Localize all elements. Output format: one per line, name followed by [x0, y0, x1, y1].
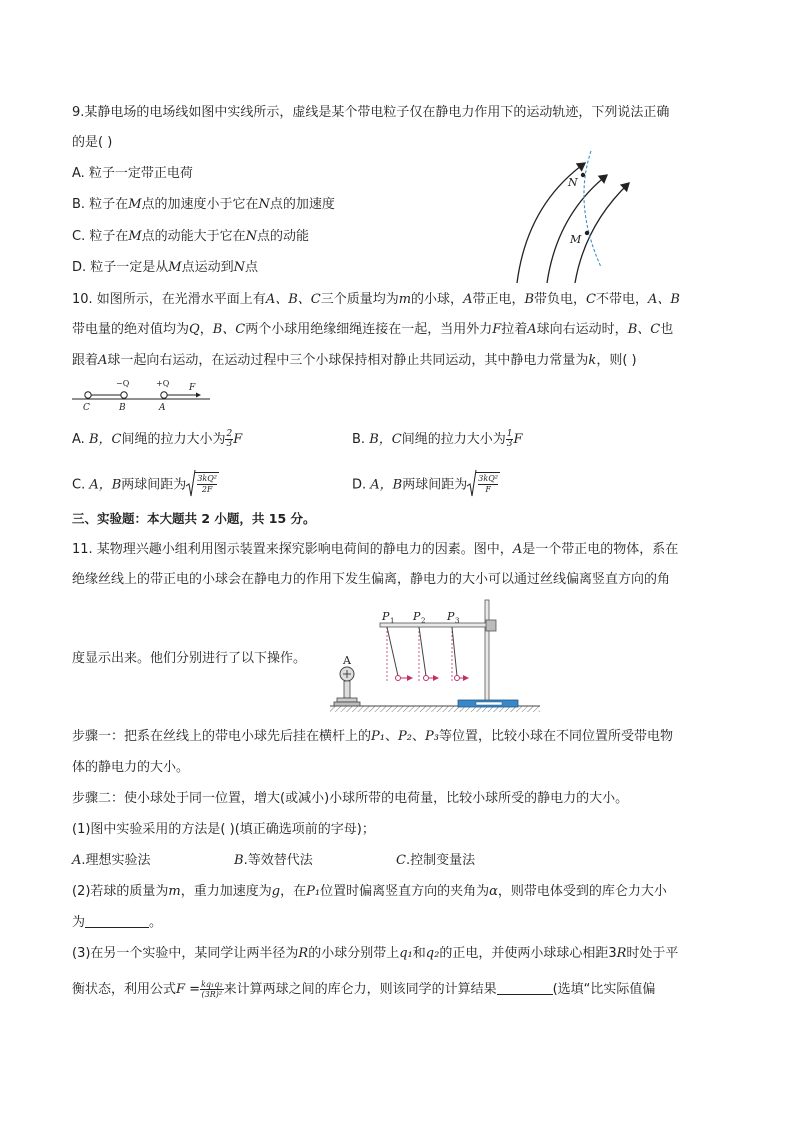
var: q₂	[425, 946, 440, 961]
var: B、C	[212, 322, 246, 337]
answer-blank[interactable]	[85, 915, 149, 928]
label-p1-sub: 1	[390, 617, 395, 625]
denominator: F	[485, 485, 491, 494]
text: 也	[660, 322, 674, 337]
var: C	[396, 853, 406, 868]
q9-option-d	[72, 259, 258, 277]
text: 时处于平	[626, 946, 679, 961]
denominator: 2F	[201, 485, 213, 494]
q11-sub2	[72, 883, 667, 901]
var: F	[176, 982, 186, 997]
text: 间绳的拉力大小为	[401, 432, 506, 447]
var: A	[527, 322, 537, 337]
var-n: N	[245, 229, 258, 244]
numerator: 3kQ²	[197, 474, 218, 483]
label-m: M	[570, 233, 582, 246]
text: 点	[244, 260, 258, 275]
q11-line3: 度显示出来。他们分别进行了以下操作。	[72, 651, 307, 666]
answer-blank[interactable]	[497, 982, 553, 995]
text: (3)在另一个实验中，某同学让两半径为	[72, 946, 299, 961]
q11-step1	[72, 728, 673, 746]
var: A	[463, 292, 473, 307]
numerator: 3kQ²	[478, 474, 498, 483]
denominator: 3	[226, 439, 233, 449]
denominator: 3	[506, 439, 513, 449]
text: 。	[149, 915, 163, 930]
label-b: B	[119, 403, 126, 413]
text: 等位置，比较小球在不同位置所受带电物	[438, 729, 673, 744]
var: A，B	[89, 477, 122, 493]
text: .理想实验法	[81, 853, 151, 868]
label-c: C	[83, 403, 90, 413]
q10-line3	[72, 352, 637, 370]
var: A	[72, 853, 82, 868]
var: Q	[189, 322, 200, 337]
text: 、	[384, 729, 398, 744]
label-neg-q: −Q	[116, 379, 130, 388]
label-p3: P	[447, 610, 455, 623]
text: B. 粒子在	[72, 197, 129, 212]
sqrt-expression	[467, 472, 500, 498]
text: C. 粒子在	[72, 229, 129, 244]
text: A.	[72, 432, 89, 447]
q9-line1: 9.某静电场的电场线如图中实线所示，虚线是某个带电粒子仅在静电力作用下的运动轨迹，下列说法正确	[72, 105, 670, 120]
var: α	[489, 884, 498, 899]
var: m	[398, 292, 412, 307]
var: B	[234, 853, 244, 868]
q9-line2: 的是( )	[72, 135, 113, 150]
text: 两球间距为	[121, 477, 187, 493]
label-p2-sub: 2	[421, 617, 426, 625]
var: P₂	[398, 729, 412, 744]
q11-sub1-option-b	[234, 852, 313, 870]
text: 点的加速度	[269, 197, 335, 212]
label-pos-q: +Q	[156, 379, 170, 388]
text: 拉着	[501, 322, 528, 337]
text: .控制变量法	[405, 853, 476, 868]
text: (2)若球的质量为	[72, 884, 169, 899]
text: 的正电，并使两小球球心相距3	[439, 946, 617, 961]
text: 10. 如图所示，在光滑水平面上有	[72, 292, 266, 307]
q11-sub1: (1)图中实验采用的方法是( )(填正确选项前的字母)；	[72, 822, 375, 837]
text: 步骤一：把系在丝线上的带电小球先后挂在横杆上的	[72, 729, 372, 744]
text: .等效替代法	[243, 853, 313, 868]
q11-apparatus-figure	[330, 598, 540, 716]
section-heading: 三、实验题：本大题共 2 小题，共 15 分。	[72, 511, 316, 526]
text: 、	[411, 729, 425, 744]
q11-sub2-cont	[72, 914, 162, 932]
label-p2: P	[413, 610, 421, 623]
text: 11. 某物理兴趣小组利用图示装置来探究影响电荷间的静电力的因素。图中，	[72, 542, 513, 557]
radical-sign	[186, 470, 195, 498]
text: 两个小球用绝缘细绳连接在一起，当用外力	[245, 322, 493, 337]
text: 点的加速度小于它在	[141, 197, 259, 212]
q11-sub1-option-a	[72, 852, 151, 870]
var: B，C	[88, 432, 122, 447]
q10-option-d	[352, 472, 500, 498]
q10-balls-figure	[72, 377, 212, 413]
radicand	[195, 472, 219, 495]
text: 间绳的拉力大小为	[121, 432, 226, 447]
var-n: N	[258, 197, 270, 212]
text: 和	[412, 946, 426, 961]
q10-line2	[72, 321, 673, 339]
label-n: N	[568, 176, 578, 189]
radicand	[476, 472, 500, 495]
text: 的小球，	[411, 292, 464, 307]
var: A	[512, 542, 523, 557]
text: 位置时偏离竖直方向的夹角为	[320, 884, 490, 899]
var-m: M	[168, 260, 182, 275]
text: D. 粒子一定是从	[72, 260, 169, 275]
text: 点的动能	[257, 229, 310, 244]
q9-option-a: A. 粒子一定带正电荷	[72, 166, 193, 181]
label-f: F	[189, 383, 196, 393]
var: m	[168, 884, 181, 899]
q11-sub3	[72, 945, 678, 963]
numerator: 2	[226, 429, 233, 439]
q10-option-a	[72, 430, 242, 449]
var-n: N	[233, 260, 245, 275]
var: g	[271, 884, 281, 899]
text: =	[185, 982, 201, 997]
text: 球一起向右运动，在运动过程中三个小球保持相对静止共同运动，其中静电力常量为	[107, 353, 589, 368]
q9-field-figure	[505, 145, 635, 285]
var: C	[586, 292, 596, 307]
denominator: (3R)²	[201, 990, 223, 999]
text: ，则( )	[596, 353, 637, 368]
q9-option-c	[72, 228, 309, 246]
radical-sign	[467, 470, 476, 498]
text: 点运动到	[181, 260, 234, 275]
label-a: A	[343, 654, 351, 667]
text: 为	[72, 915, 86, 930]
fraction	[200, 980, 224, 999]
text: 带电量的绝对值均为	[72, 322, 190, 337]
q10-line1	[72, 291, 680, 309]
text: 来计算两球之间的库仑力，则该同学的计算结果	[223, 982, 497, 997]
var: k	[588, 353, 597, 368]
q11-sub1-option-c	[396, 852, 475, 870]
var: R	[298, 946, 309, 961]
text: 不带电，	[596, 292, 649, 307]
q11-line1	[72, 541, 678, 559]
var-m: M	[128, 197, 142, 212]
text: 跟着	[72, 353, 99, 368]
var: q₁	[399, 946, 413, 961]
text: 衡状态，利用公式	[72, 982, 177, 997]
q10-option-c	[72, 472, 219, 498]
text: 三个质量均为	[320, 292, 399, 307]
text: ，	[199, 322, 213, 337]
text: ，在	[280, 884, 307, 899]
q11-step2: 步骤二：使小球处于同一位置，增大(或减小)小球所带的电荷量，比较小球所受的静电力的大小。	[72, 791, 629, 806]
text: 是一个带正电的物体，系在	[522, 542, 679, 557]
text: ，重力加速度为	[180, 884, 272, 899]
var: A、B、C	[265, 292, 321, 307]
text: 带负电，	[534, 292, 587, 307]
label-p3-sub: 3	[455, 617, 460, 625]
q10-option-b	[352, 430, 522, 449]
text: 两球间距为	[402, 477, 468, 493]
var: F	[233, 432, 243, 447]
text: B.	[352, 432, 370, 447]
var-m: M	[128, 229, 142, 244]
q11-line2: 绝缘丝线上的带正电的小球会在静电力的作用下发生偏离，静电力的大小可以通过丝线偏离竖直方向的角	[72, 572, 671, 587]
text: D.	[352, 477, 371, 493]
var: F	[492, 322, 502, 337]
sqrt-expression	[186, 472, 219, 498]
q9-option-b	[72, 196, 335, 214]
label-p1: P	[382, 610, 390, 623]
text: ，则带电体受到的库仑力大小	[497, 884, 667, 899]
text: 球向右运动时，	[536, 322, 628, 337]
var: P₁	[306, 884, 321, 899]
text: 带正电，	[472, 292, 525, 307]
text: C.	[72, 477, 90, 493]
var: A	[98, 353, 108, 368]
var: A、B	[648, 292, 680, 307]
var: B	[524, 292, 535, 307]
numerator: 1	[506, 429, 513, 439]
var: B，C	[369, 432, 402, 447]
var: F	[513, 432, 523, 447]
numerator: kq₁q₂	[201, 980, 223, 989]
var: B、C	[627, 322, 661, 337]
text: (选填“比实际值偏	[552, 982, 656, 997]
q11-step1-cont: 体的静电力的大小。	[72, 760, 190, 775]
text: 的小球分别带上	[308, 946, 400, 961]
var: P₃	[424, 729, 439, 744]
text: 点的动能大于它在	[141, 229, 246, 244]
label-a: A	[159, 403, 166, 413]
var: R	[616, 946, 627, 961]
q11-sub3-cont	[72, 980, 655, 999]
var: A，B	[370, 477, 403, 493]
var: P₁	[371, 729, 385, 744]
